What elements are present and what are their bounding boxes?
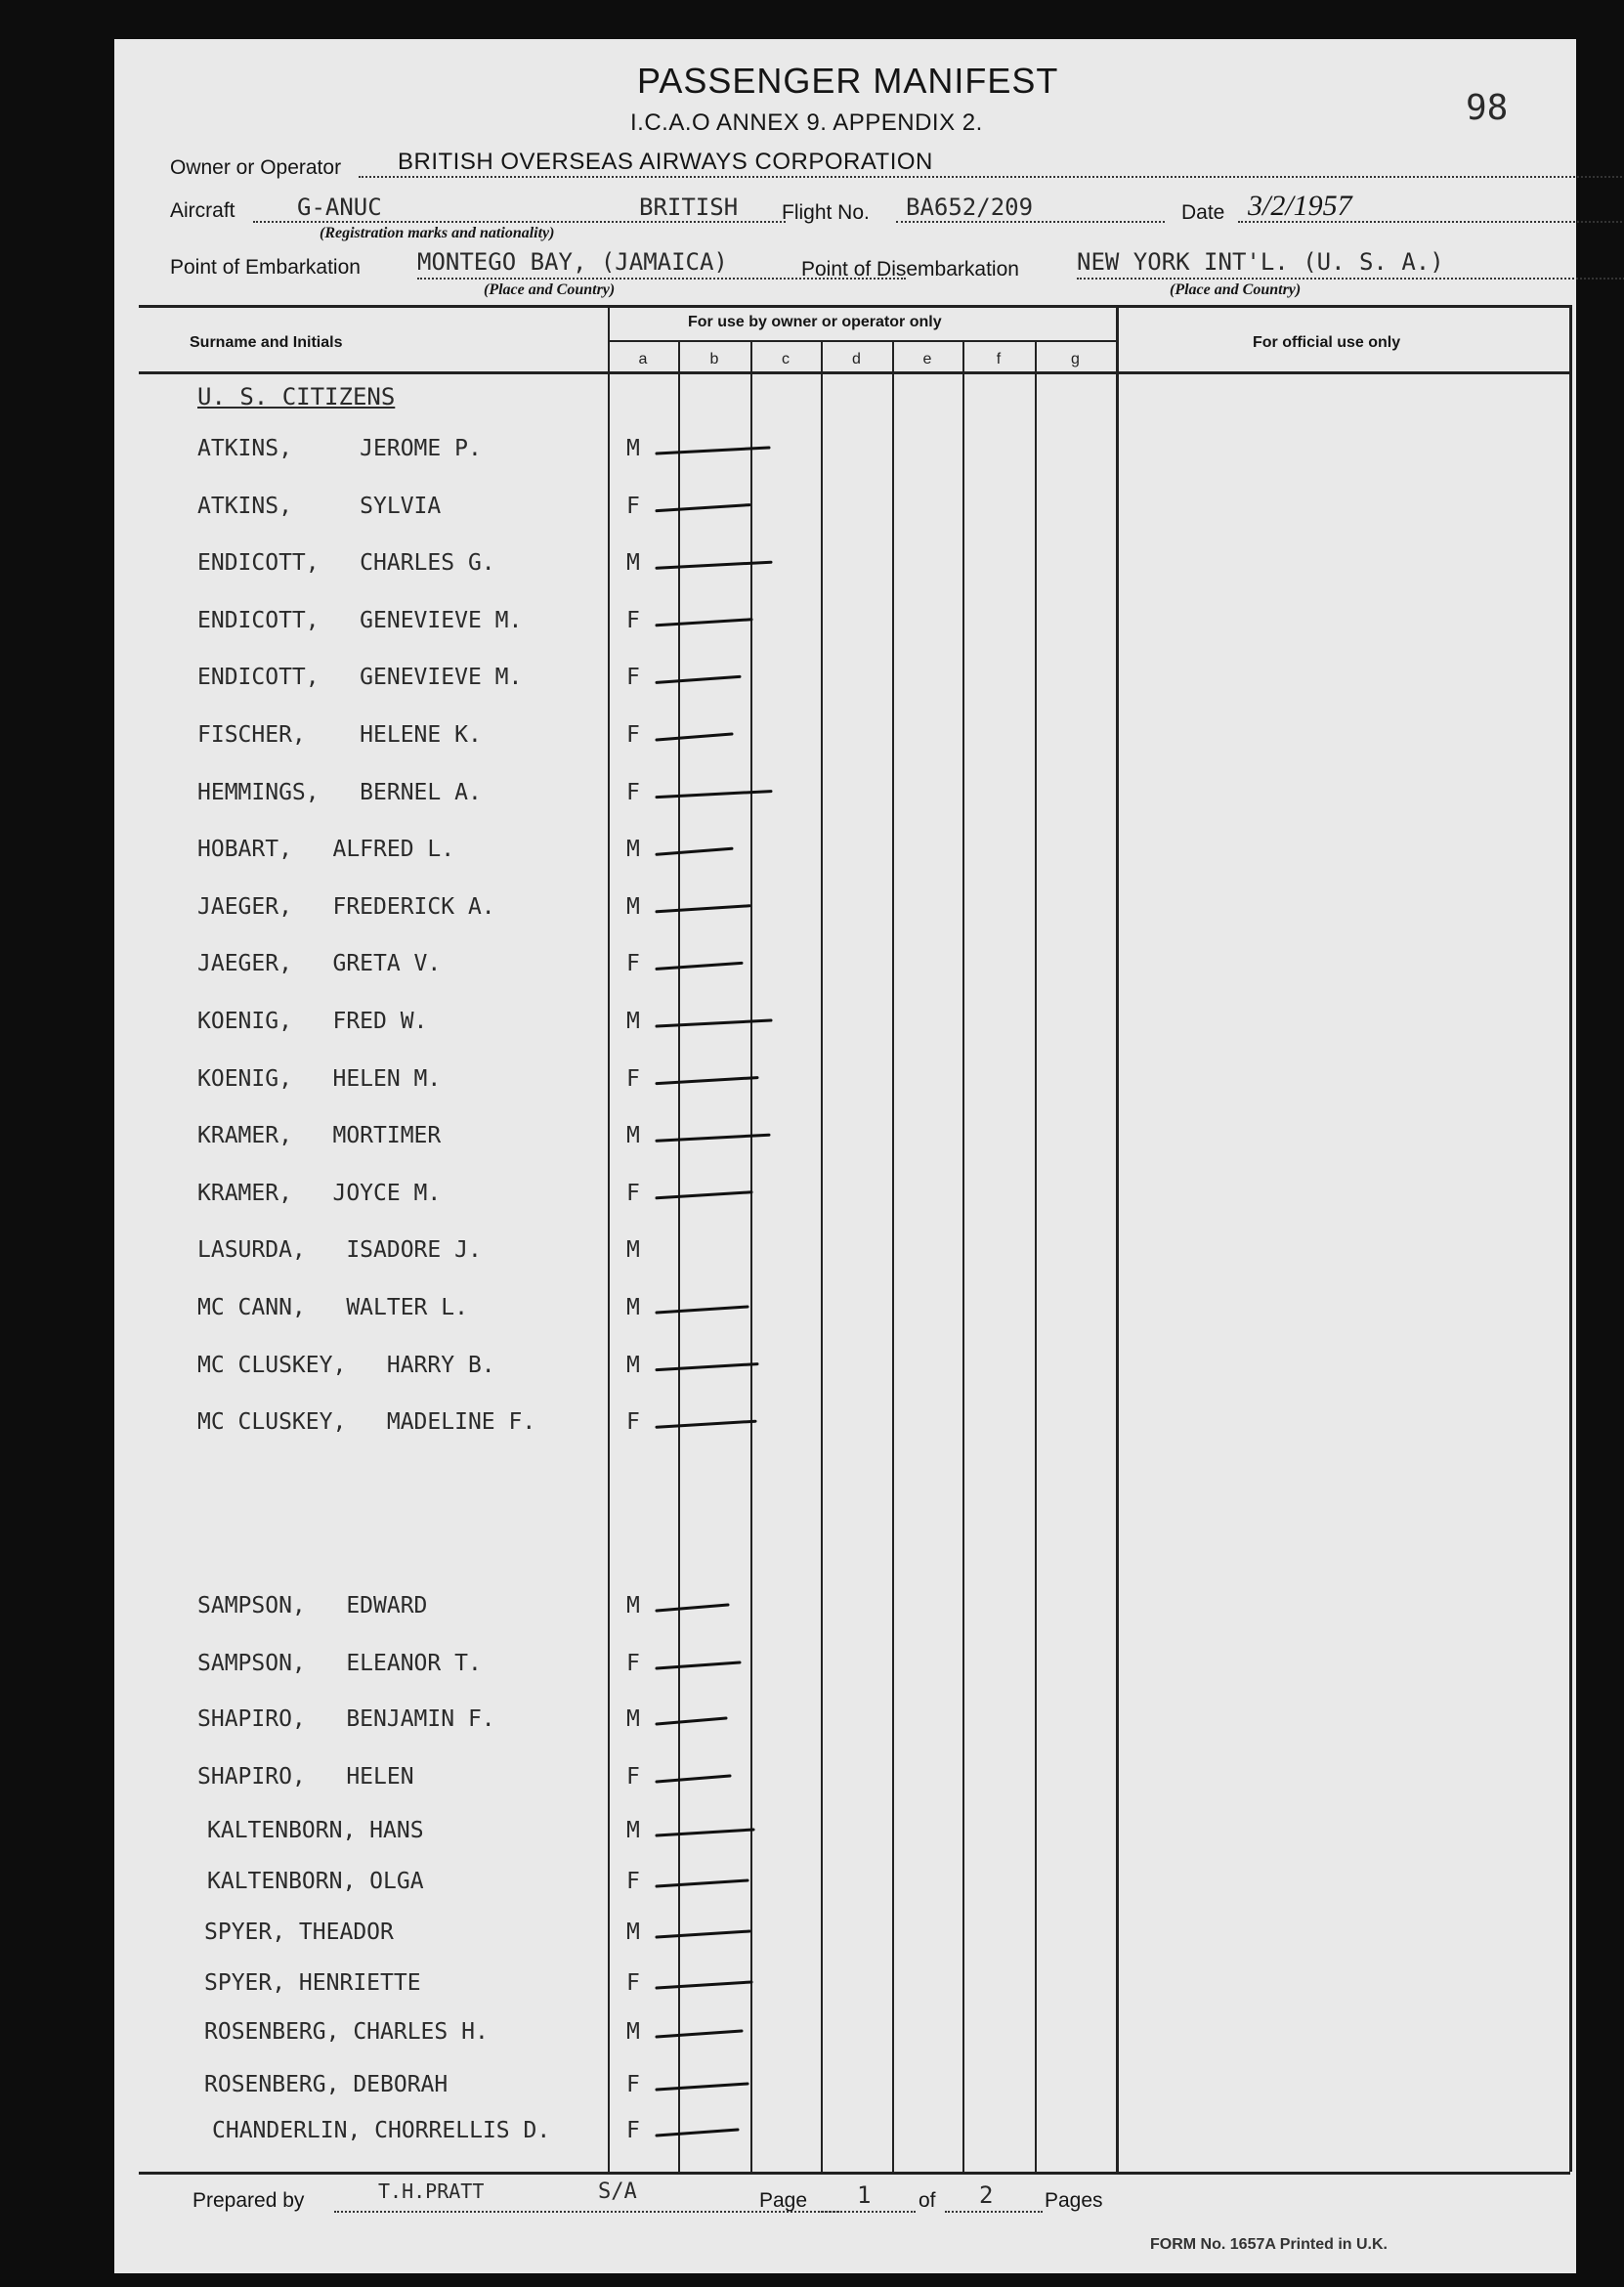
passenger-sex: M [626,1352,640,1378]
check-mark [657,505,749,511]
page-number-value: 1 [857,2181,872,2209]
check-mark [657,1830,753,1835]
page-stamp-number: 98 [1466,88,1509,128]
passenger-sex: F [626,1970,640,1996]
handwritten-check-marks [114,39,1576,2273]
passenger-sex: F [626,1651,640,1676]
passenger-sex: M [626,2019,640,2045]
passenger-name: SPYER, HENRIETTE [204,1970,421,1996]
embarkation-place-note: (Place and Country) [484,281,616,298]
check-mark [657,1931,749,1937]
passenger-name: KALTENBORN, HANS [207,1818,424,1843]
aircraft-nationality-value: BRITISH [639,194,739,221]
registration-note: (Registration marks and nationality) [320,225,555,241]
passenger-name: SAMPSON, EDWARD [197,1593,428,1618]
of-label: of [919,2189,936,2212]
passenger-name: HOBART, ALFRED L. [197,837,455,863]
passenger-sex: F [626,1180,640,1206]
check-mark [657,1982,751,1988]
owner-label: Owner or Operator [170,156,342,179]
owner-value: BRITISH OVERSEAS AIRWAYS CORPORATION [398,149,933,175]
date-label: Date [1181,201,1225,224]
page-label: Page [759,2189,808,2212]
passenger-name: ENDICOTT, GENEVIEVE M. [197,665,523,691]
passenger-sex: F [626,1764,640,1790]
passenger-sex: F [626,2118,640,2143]
passenger-sex: M [626,1593,640,1618]
date-value: 3/2/1957 [1248,190,1352,222]
passenger-name: ATKINS, JEROME P. [197,436,482,461]
embarkation-label: Point of Embarkation [170,256,361,279]
passenger-name: MC CLUSKEY, HARRY B. [197,1352,495,1378]
disembarkation-place-note: (Place and Country) [1170,281,1302,298]
prepared-by-label: Prepared by [192,2189,305,2212]
passenger-sex: M [626,550,640,577]
disembarkation-value: NEW YORK INT'L. (U. S. A.) [1077,248,1444,276]
check-mark [657,1718,726,1724]
passenger-name: ATKINS, SYLVIA [197,493,442,519]
manifest-sheet [114,39,1576,2273]
passenger-sex: F [626,607,640,633]
table-bottom-rule [139,2172,1570,2175]
passenger-sex: F [626,779,640,805]
check-mark [657,848,732,854]
check-mark [657,1776,730,1782]
passenger-name: KOENIG, HELEN M. [197,1065,442,1092]
section-heading: U. S. CITIZENS [197,383,396,410]
passenger-sex: M [626,893,640,920]
page-total-value: 2 [979,2181,994,2209]
passenger-name: SHAPIRO, HELEN [197,1764,414,1790]
column-letter-b: b [709,351,719,367]
aircraft-registration-value: G-ANUC [297,194,382,221]
passenger-sex: M [626,1237,640,1264]
disembarkation-label: Point of Disembarkation [801,258,1019,280]
form-number-label: FORM No. 1657A Printed in U.K. [1150,2236,1388,2253]
passenger-name: JAEGER, FREDERICK A. [197,893,495,920]
passenger-sex: F [626,1869,640,1894]
manifest-title: PASSENGER MANIFEST [637,61,1059,101]
owner-use-header: For use by owner or operator only [688,314,942,330]
passenger-sex: F [626,722,640,748]
check-mark [657,1662,740,1668]
passenger-sex: F [626,665,640,691]
check-mark [657,1364,757,1370]
check-mark [657,1078,757,1084]
passenger-name: FISCHER, HELENE K. [197,722,482,748]
passenger-sex: F [626,493,640,519]
page-dotted-line [818,2211,916,2213]
column-letter-f: f [996,351,1002,367]
check-mark [657,1605,728,1611]
column-letter-a: a [638,351,648,367]
aircraft-label: Aircraft [170,199,235,222]
check-mark [657,1880,748,1886]
prepared-by-value: T.H.PRATT [378,2179,485,2203]
manifest-subtitle: I.C.A.O ANNEX 9. APPENDIX 2. [630,109,983,136]
passenger-name: KALTENBORN, OLGA [207,1869,424,1894]
passenger-sex: M [626,1818,640,1843]
check-mark [657,906,749,912]
check-mark [657,562,771,568]
passenger-name: LASURDA, ISADORE J. [197,1237,482,1264]
passenger-sex: F [626,2072,640,2097]
check-mark [657,1307,748,1313]
passenger-sex: M [626,436,640,461]
check-mark [657,963,742,969]
column-letter-e: e [922,351,932,367]
passenger-name: MC CLUSKEY, MADELINE F. [197,1409,536,1436]
passenger-name: SHAPIRO, BENJAMIN F. [197,1706,495,1732]
passenger-sex: F [626,1065,640,1092]
flight-no-value: BA652/209 [906,194,1034,221]
passenger-name: ENDICOTT, GENEVIEVE M. [197,607,523,633]
passenger-sex: M [626,1920,640,1945]
passenger-name: SAMPSON, ELEANOR T. [197,1651,482,1676]
prepared-by-suffix: S/A [598,2179,637,2204]
passenger-name: KOENIG, FRED W. [197,1009,428,1034]
passenger-name: ROSENBERG, DEBORAH [204,2072,449,2097]
passenger-name: ROSENBERG, CHARLES H. [204,2019,489,2045]
check-mark [657,1421,755,1427]
check-mark [657,676,740,682]
flight-no-label: Flight No. [782,201,870,224]
passenger-sex: M [626,1009,640,1034]
check-mark [657,2130,738,2136]
check-mark [657,792,771,798]
passenger-name: KRAMER, MORTIMER [197,1123,442,1149]
surname-initials-header: Surname and Initials [190,334,343,351]
column-letter-c: c [782,351,790,367]
passenger-name: JAEGER, GRETA V. [197,951,442,977]
passenger-sex: F [626,1409,640,1436]
passenger-name: CHANDERLIN, CHORRELLIS D. [212,2118,551,2143]
check-mark [657,448,769,453]
passenger-name: ENDICOTT, CHARLES G. [197,550,495,577]
pages-label: Pages [1045,2189,1103,2212]
check-mark [657,2031,742,2037]
embarkation-value: MONTEGO BAY, (JAMAICA) [417,248,728,276]
check-mark [657,620,751,626]
passenger-sex: M [626,1295,640,1320]
passenger-name: KRAMER, JOYCE M. [197,1180,442,1206]
column-letter-g: g [1071,351,1080,367]
check-mark [657,1020,771,1026]
pages-dotted-line [945,2211,1043,2213]
passenger-name: MC CANN, WALTER L. [197,1295,468,1320]
check-mark [657,1192,751,1198]
check-mark [657,1135,769,1141]
check-mark [657,2084,748,2090]
official-use-header: For official use only [1253,334,1401,351]
column-letter-d: d [852,351,861,367]
passenger-name: SPYER, THEADOR [204,1920,394,1945]
passenger-sex: F [626,951,640,977]
check-mark [657,734,732,740]
passenger-sex: M [626,1123,640,1149]
passenger-sex: M [626,1706,640,1732]
passenger-sex: M [626,837,640,863]
passenger-name: HEMMINGS, BERNEL A. [197,779,482,805]
